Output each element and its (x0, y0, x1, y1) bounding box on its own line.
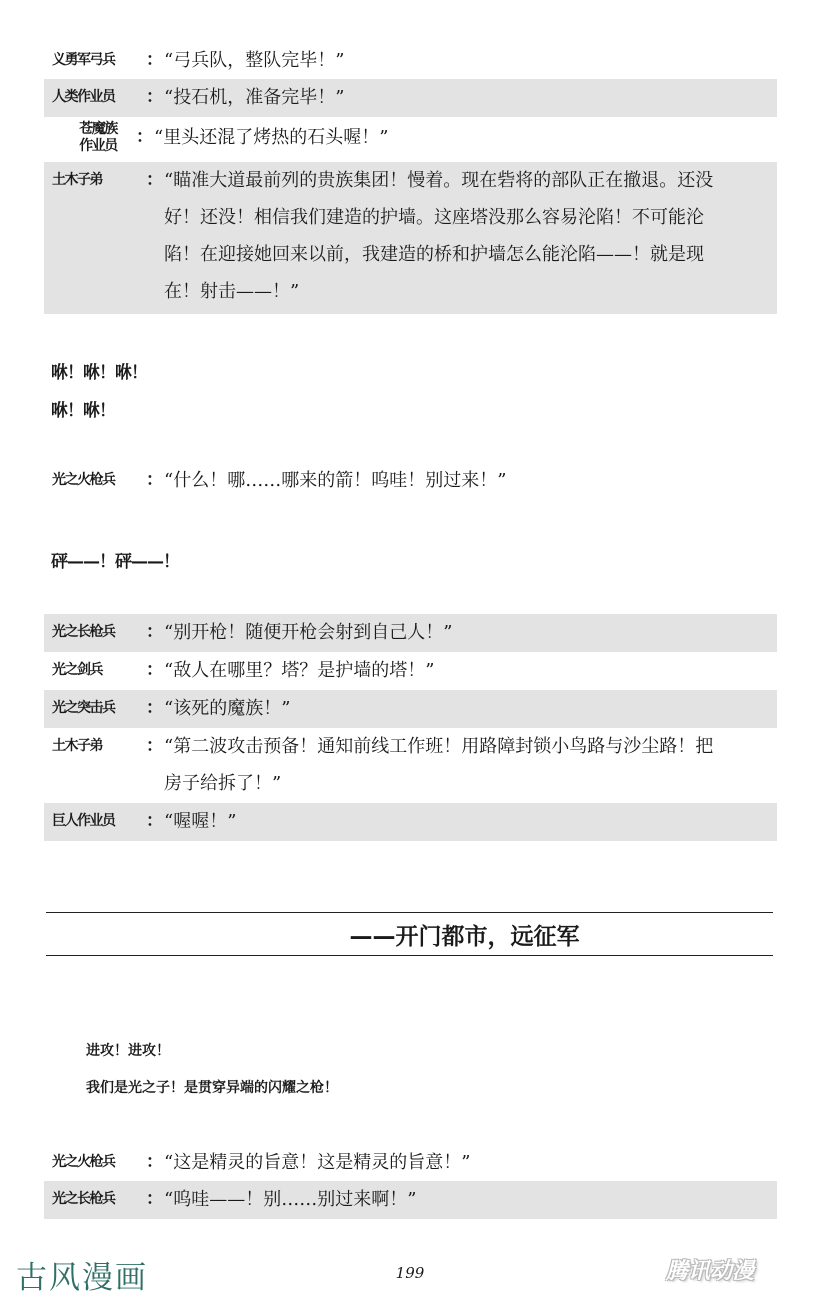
speaker-colon: ： (146, 811, 163, 831)
dialogue-text (164, 162, 777, 310)
dialogue-text: “喔喔！” (164, 811, 237, 832)
dialogue-row (44, 614, 777, 652)
sound-effect: 砰——！砰——！ (51, 552, 179, 572)
dialogue-text: “里头还混了烤热的石头喔！” (154, 127, 389, 148)
dialogue-row (44, 803, 777, 841)
speaker-name: 土木子弟 (52, 172, 102, 188)
speaker-name: 光之突击兵 (52, 700, 115, 716)
speaker-name: 光之长枪兵 (52, 624, 115, 640)
section-rule-bottom (46, 955, 773, 956)
dialogue-row (44, 79, 777, 117)
speaker-colon: ： (146, 1189, 163, 1209)
speaker-name: 义勇军弓兵 (52, 52, 115, 68)
speaker-colon: ： (146, 698, 163, 718)
speaker-colon: ： (146, 660, 163, 680)
dialogue-line: 好！还没！相信我们建造的护墙。这座塔没那么容易沦陷！不可能沦 (164, 207, 704, 228)
dialogue-line: 房子给拆了！” (164, 773, 282, 794)
speaker-name: 光之火枪兵 (52, 1154, 115, 1170)
dialogue-row (44, 690, 777, 728)
speaker-colon: ： (146, 170, 163, 190)
speaker-colon: ： (146, 622, 163, 642)
watermark-logo-left: 古风漫画 (16, 1260, 148, 1296)
speaker-colon: ： (146, 50, 163, 70)
speaker-colon: ： (146, 470, 163, 490)
speaker-name-line: 作业员 (79, 138, 117, 154)
section-rule-top (46, 912, 773, 913)
speaker-colon: ： (136, 127, 153, 147)
speaker-name (60, 119, 136, 155)
speaker-colon: ： (146, 87, 163, 107)
dialogue-row (44, 162, 777, 314)
page-number: 199 (395, 1264, 425, 1282)
dialogue-text: “呜哇——！别……别过来啊！” (164, 1189, 417, 1210)
speaker-name: 巨人作业员 (52, 813, 115, 829)
dialogue-row (44, 652, 777, 689)
speaker-name: 土木子弟 (52, 738, 102, 754)
speaker-name: 光之长枪兵 (52, 1191, 115, 1207)
dialogue-text: “投石机，准备完毕！” (164, 87, 345, 108)
dialogue-text: “别开枪！随便开枪会射到自己人！” (164, 622, 453, 643)
speaker-name: 光之火枪兵 (52, 472, 115, 488)
dialogue-line: 在！射击——！” (164, 281, 300, 302)
speaker-colon: ： (146, 736, 163, 756)
dialogue-row (44, 42, 777, 79)
dialogue-text: “该死的魔族！” (164, 698, 291, 719)
dialogue-line: 陷！在迎接她回来以前，我建造的桥和护墙怎么能沦陷——！就是现 (164, 244, 704, 265)
dialogue-line: “第二波攻击预备！通知前线工作班！用路障封锁小鸟路与沙尘路！把 (164, 736, 714, 757)
dialogue-row (44, 1144, 777, 1181)
sound-effect: 咻！咻！ (51, 401, 115, 421)
speaker-name: 光之剑兵 (52, 662, 102, 678)
dialogue-row (44, 728, 777, 802)
section-title: ——开门都市，远征军 (349, 924, 580, 950)
dialogue-text: “什么！哪……哪来的箭！呜哇！别过来！” (164, 470, 507, 491)
dialogue-text: “这是精灵的旨意！这是精灵的旨意！” (164, 1152, 471, 1173)
watermark-logo-right: 腾讯动漫 (666, 1259, 755, 1284)
dialogue-text (164, 728, 777, 802)
speaker-colon: ： (146, 1152, 163, 1172)
chant-line: 进攻！进攻！ (86, 1043, 170, 1059)
dialogue-row (44, 119, 777, 159)
dialogue-text: “敌人在哪里？塔？是护墙的塔！” (164, 660, 435, 681)
speaker-name-line: 苍魔族 (79, 121, 117, 137)
chant-line: 我们是光之子！是贯穿异端的闪耀之枪！ (86, 1080, 338, 1096)
speaker-name: 人类作业员 (52, 89, 115, 105)
dialogue-row (44, 462, 777, 500)
dialogue-line: “瞄准大道最前列的贵族集团！慢着。现在砦将的部队正在撤退。还没 (164, 170, 714, 191)
sound-effect: 咻！咻！咻！ (51, 363, 147, 383)
dialogue-text: “弓兵队，整队完毕！” (164, 50, 345, 71)
dialogue-row (44, 1181, 777, 1219)
